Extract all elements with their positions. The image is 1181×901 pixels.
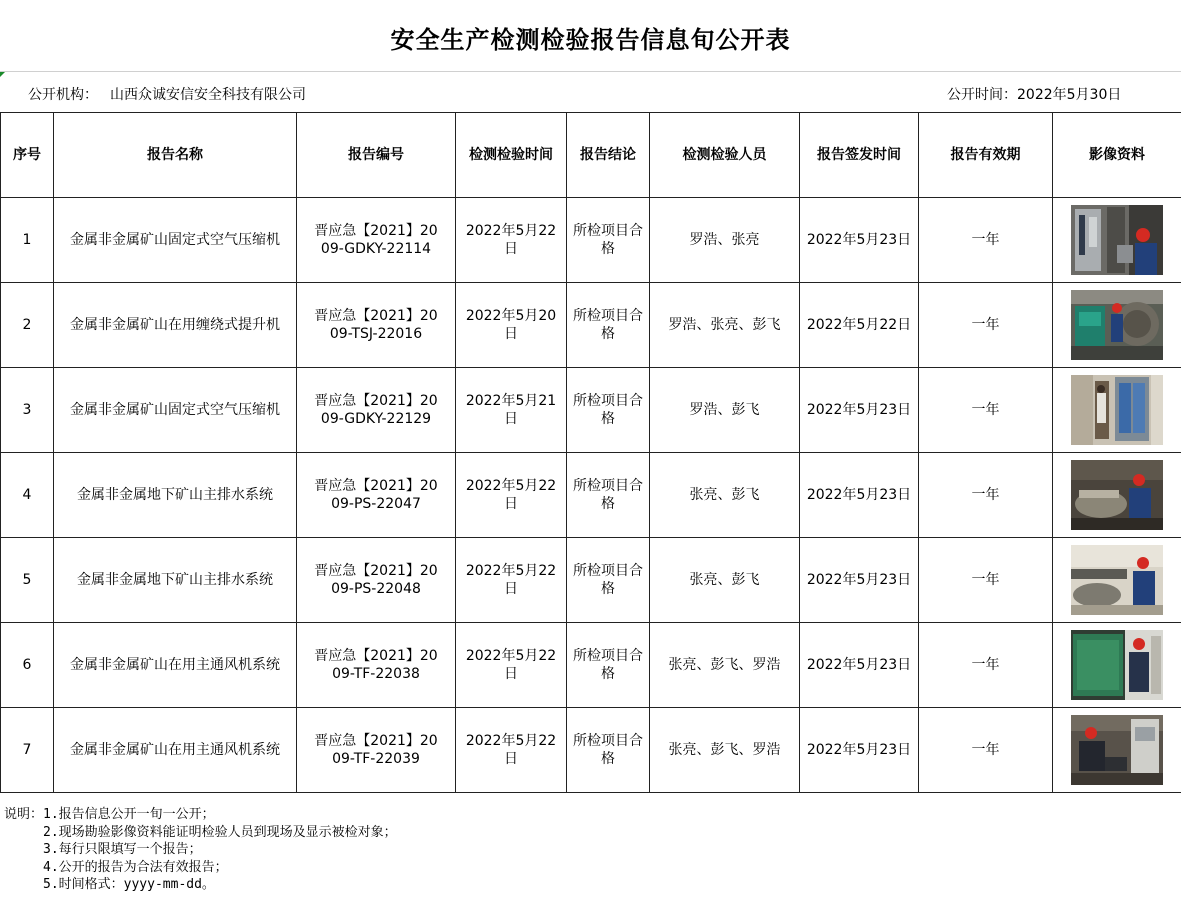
cell-name: 金属非金属矿山在用主通风机系统 (54, 623, 297, 708)
code-line-1: 晋应急【2021】20 (314, 308, 438, 324)
site-photo-fan-panel[interactable] (1071, 715, 1163, 785)
cell-issue-date: 2022年5月23日 (800, 538, 919, 623)
cell-test-date: 2022年5月21日 (456, 368, 567, 453)
org-info (28, 84, 306, 104)
cell-inspectors: 张亮、彭飞 (650, 453, 800, 538)
cell-name: 金属非金属矿山在用主通风机系统 (54, 708, 297, 793)
cell-conclusion: 所检项目合格 (567, 368, 650, 453)
notes-block (4, 806, 397, 894)
note-line-5: 5.时间格式：yyyy-mm-dd。 (43, 877, 215, 892)
cell-issue-date: 2022年5月23日 (800, 623, 919, 708)
col-header-photo: 影像资料 (1053, 113, 1181, 198)
code-line-2: 09-PS-22048 (331, 581, 421, 597)
cell-test-date: 2022年5月22日 (456, 623, 567, 708)
cell-test-date: 2022年5月22日 (456, 708, 567, 793)
cell-no: 3 (1, 368, 54, 453)
cell-no: 2 (1, 283, 54, 368)
table-row (1, 198, 1181, 283)
cell-validity: 一年 (919, 538, 1053, 623)
cell-issue-date: 2022年5月23日 (800, 453, 919, 538)
cell-inspectors: 罗浩、张亮、彭飞 (650, 283, 800, 368)
cell-name: 金属非金属矿山固定式空气压缩机 (54, 198, 297, 283)
site-photo-hoist[interactable] (1071, 290, 1163, 360)
cell-validity: 一年 (919, 623, 1053, 708)
code-line-1: 晋应急【2021】20 (314, 648, 438, 664)
note-line-3: 3.每行只限填写一个报告； (43, 842, 202, 857)
cell-code (297, 198, 456, 283)
cell-photo (1053, 283, 1181, 368)
table-row (1, 538, 1181, 623)
date-label: 公开时间： (947, 87, 1017, 103)
col-header-name: 报告名称 (54, 113, 297, 198)
cell-photo (1053, 708, 1181, 793)
cell-no: 5 (1, 538, 54, 623)
cell-name: 金属非金属矿山在用缠绕式提升机 (54, 283, 297, 368)
report-table (0, 112, 1181, 793)
code-line-2: 09-PS-22047 (331, 496, 421, 512)
cell-photo (1053, 198, 1181, 283)
site-photo-drainage[interactable] (1071, 545, 1163, 615)
cell-photo (1053, 538, 1181, 623)
col-header-conclusion: 报告结论 (567, 113, 650, 198)
note-line-4: 4.公开的报告为合法有效报告； (43, 859, 228, 875)
cell-photo (1053, 623, 1181, 708)
cell-validity: 一年 (919, 368, 1053, 453)
cell-issue-date: 2022年5月22日 (800, 283, 919, 368)
cell-test-date: 2022年5月22日 (456, 198, 567, 283)
cell-name: 金属非金属地下矿山主排水系统 (54, 538, 297, 623)
cell-no: 4 (1, 453, 54, 538)
cell-photo (1053, 368, 1181, 453)
col-header-issue-date: 报告签发时间 (800, 113, 919, 198)
org-label: 公开机构： (28, 87, 98, 103)
table-row (1, 283, 1181, 368)
code-line-2: 09-GDKY-22114 (320, 241, 432, 257)
cell-conclusion: 所检项目合格 (567, 453, 650, 538)
site-photo-control-room[interactable] (1071, 375, 1163, 445)
cell-inspectors: 张亮、彭飞、罗浩 (650, 708, 800, 793)
cell-conclusion: 所检项目合格 (567, 283, 650, 368)
cell-inspectors: 罗浩、彭飞 (650, 368, 800, 453)
cell-validity: 一年 (919, 453, 1053, 538)
cell-issue-date: 2022年5月23日 (800, 368, 919, 453)
code-line-1: 晋应急【2021】20 (314, 733, 438, 749)
code-line-1: 晋应急【2021】20 (314, 563, 438, 579)
site-photo-drainage[interactable] (1071, 460, 1163, 530)
cell-test-date: 2022年5月22日 (456, 538, 567, 623)
cell-code (297, 283, 456, 368)
table-row (1, 453, 1181, 538)
page-title: 安全生产检测检验报告信息旬公开表 (390, 26, 791, 54)
cell-code (297, 623, 456, 708)
code-line-2: 09-GDKY-22129 (320, 411, 432, 427)
cell-code (297, 538, 456, 623)
code-line-1: 晋应急【2021】20 (314, 393, 438, 409)
site-photo-fan[interactable] (1071, 630, 1163, 700)
cell-test-date: 2022年5月20日 (456, 283, 567, 368)
col-header-no: 序号 (1, 113, 54, 198)
cell-no: 6 (1, 623, 54, 708)
date-value: 2022年5月30日 (1017, 87, 1122, 103)
cell-validity: 一年 (919, 283, 1053, 368)
cell-code (297, 368, 456, 453)
code-line-2: 09-TF-22039 (332, 751, 420, 767)
publish-date (947, 84, 1121, 104)
code-line-2: 09-TF-22038 (332, 666, 420, 682)
col-header-test-date: 检测检验时间 (456, 113, 567, 198)
cell-inspectors: 张亮、彭飞 (650, 538, 800, 623)
cell-inspectors: 张亮、彭飞、罗浩 (650, 623, 800, 708)
cell-test-date: 2022年5月22日 (456, 453, 567, 538)
cell-validity: 一年 (919, 198, 1053, 283)
cell-inspectors: 罗浩、张亮 (650, 198, 800, 283)
cell-photo (1053, 453, 1181, 538)
cell-no: 7 (1, 708, 54, 793)
cell-conclusion: 所检项目合格 (567, 538, 650, 623)
table-row (1, 708, 1181, 793)
cell-conclusion: 所检项目合格 (567, 708, 650, 793)
cell-code (297, 708, 456, 793)
meta-row (0, 73, 1181, 111)
table-row (1, 368, 1181, 453)
cell-name: 金属非金属矿山固定式空气压缩机 (54, 368, 297, 453)
cell-validity: 一年 (919, 708, 1053, 793)
cell-issue-date: 2022年5月23日 (800, 198, 919, 283)
note-line-2: 2.现场勘验影像资料能证明检验人员到现场及显示被检对象； (43, 824, 397, 840)
title-row (0, 0, 1181, 72)
cell-code (297, 453, 456, 538)
col-header-inspectors: 检测检验人员 (650, 113, 800, 198)
note-line-1: 说明：1.报告信息公开一旬一公开； (4, 807, 215, 822)
table-row (1, 623, 1181, 708)
cell-conclusion: 所检项目合格 (567, 623, 650, 708)
col-header-code: 报告编号 (297, 113, 456, 198)
site-photo-compressor[interactable] (1071, 205, 1163, 275)
code-line-1: 晋应急【2021】20 (314, 223, 438, 239)
org-name: 山西众诚安信安全科技有限公司 (110, 87, 306, 103)
cell-name: 金属非金属地下矿山主排水系统 (54, 453, 297, 538)
code-line-2: 09-TSJ-22016 (329, 326, 423, 342)
cell-issue-date: 2022年5月23日 (800, 708, 919, 793)
code-line-1: 晋应急【2021】20 (314, 478, 438, 494)
cell-no: 1 (1, 198, 54, 283)
col-header-validity: 报告有效期 (919, 113, 1053, 198)
cell-conclusion: 所检项目合格 (567, 198, 650, 283)
table-header-row (1, 113, 1181, 198)
